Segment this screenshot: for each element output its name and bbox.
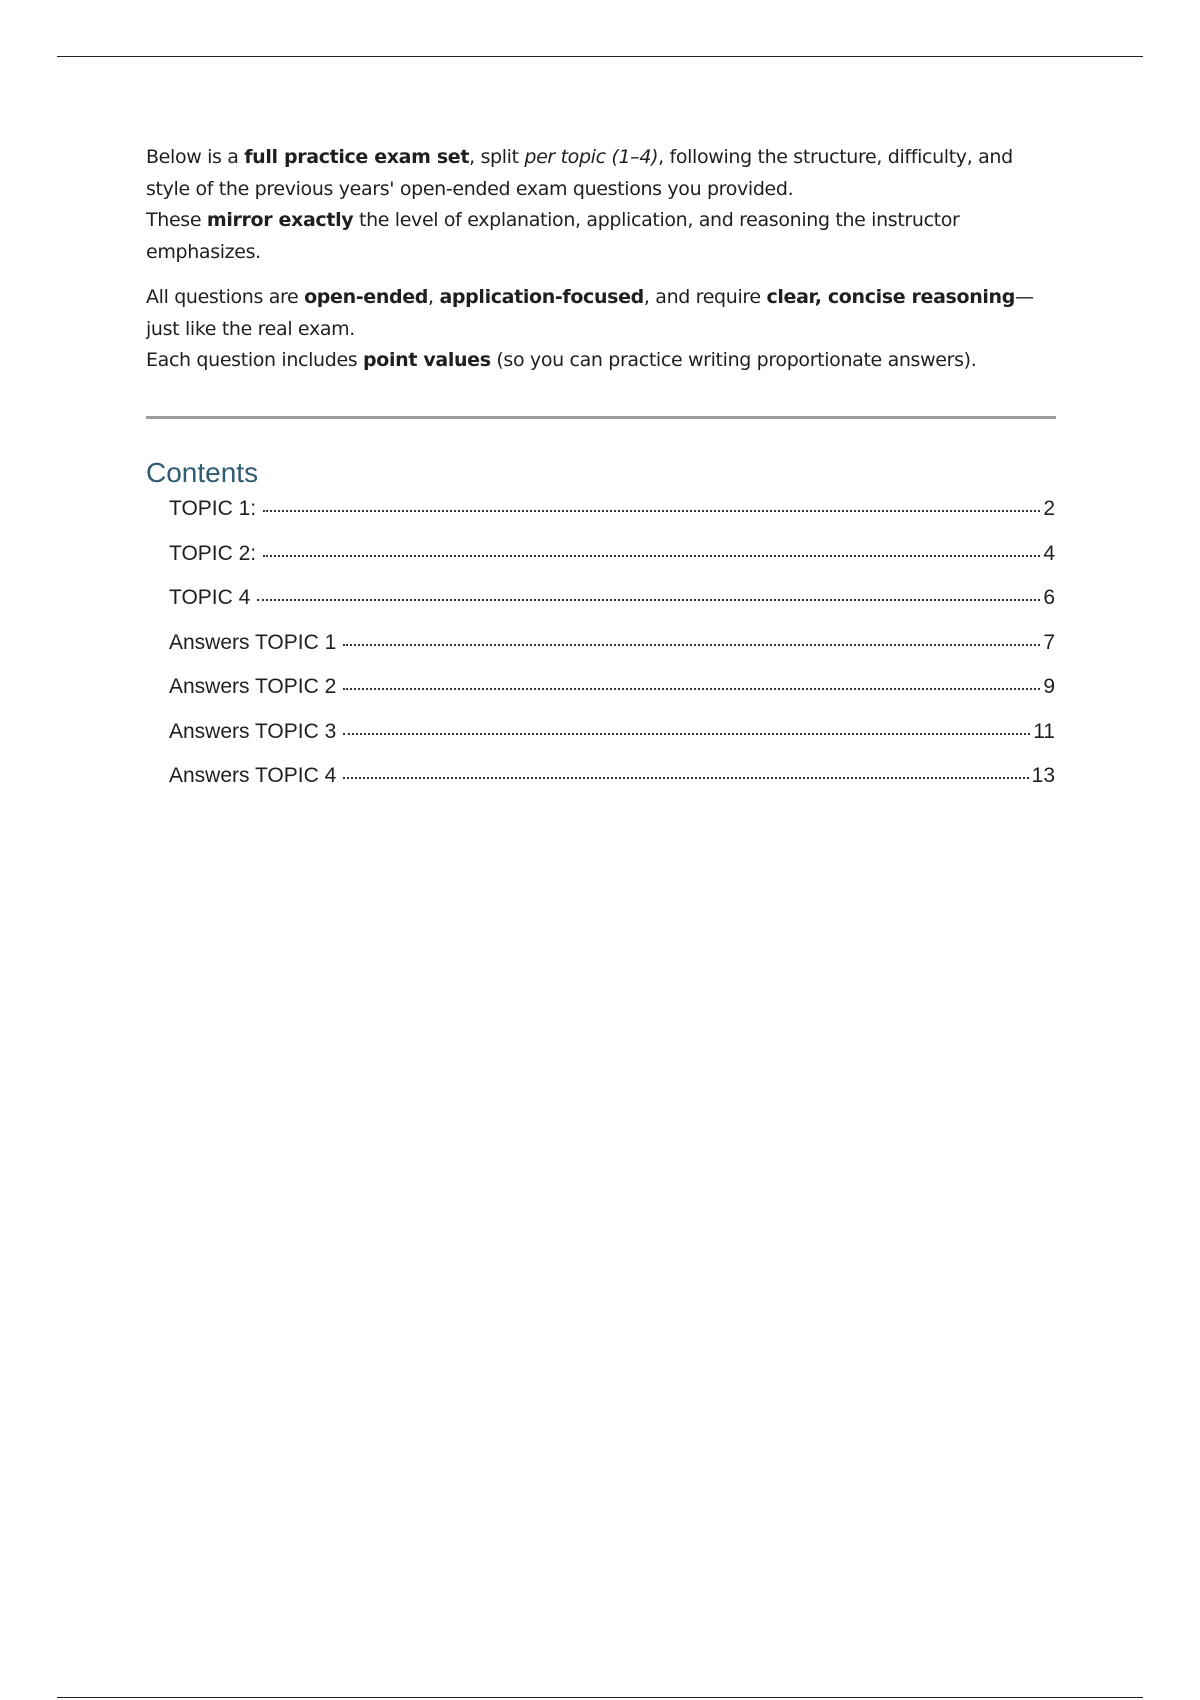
intro-bold-text: open-ended: [304, 286, 429, 308]
intro-paragraph-1: [146, 142, 1056, 268]
intro-bold-text: mirror exactly: [206, 209, 354, 231]
toc-dot-leader: [263, 510, 1040, 512]
footer-rule: [57, 1697, 1143, 1698]
intro-text: Below is a: [146, 146, 245, 168]
intro-text: the level of explanation, application, and reasoning the instructor emphasizes.: [146, 209, 960, 263]
toc-entry-label: TOPIC 4: [169, 586, 251, 609]
toc-page-number: 6: [1043, 586, 1055, 609]
toc-page-number: 11: [1033, 719, 1055, 743]
intro-italic-text: per topic (1–4): [524, 146, 659, 168]
toc-entry-label: TOPIC 1:: [169, 497, 257, 520]
toc-entry-label: Answers TOPIC 3: [169, 719, 337, 743]
table-of-contents: [169, 494, 1055, 806]
intro-paragraph-2: [146, 282, 1056, 377]
toc-page-number: 2: [1043, 497, 1055, 520]
toc-page-number: 4: [1043, 541, 1055, 565]
toc-dot-leader: [343, 688, 1040, 690]
toc-entry-topic-4[interactable]: [169, 583, 1055, 628]
intro-text: These: [146, 209, 207, 231]
header-rule: [57, 56, 1143, 57]
intro-text: , split: [469, 146, 525, 168]
toc-dot-leader: [343, 644, 1040, 646]
intro-text: ,: [428, 286, 440, 308]
toc-entry-answers-topic-2[interactable]: [169, 672, 1055, 717]
intro-bold-text: point values: [363, 349, 491, 371]
toc-entry-topic-2[interactable]: [169, 539, 1055, 584]
intro-bold-text: clear, concise reasoning: [766, 286, 1015, 308]
toc-dot-leader: [343, 777, 1028, 779]
toc-page-number: 7: [1043, 630, 1055, 654]
toc-page-number: 13: [1031, 764, 1055, 787]
intro-section: [146, 142, 1056, 377]
toc-dot-leader: [257, 599, 1040, 601]
section-divider: [146, 416, 1056, 419]
intro-bold-text: full practice exam set: [244, 146, 470, 168]
intro-text: , and require: [643, 286, 767, 308]
toc-dot-leader: [263, 555, 1040, 557]
intro-text: All questions are: [146, 286, 305, 308]
intro-text: (so you can practice writing proportionate answers).: [490, 349, 977, 371]
intro-bold-text: application-focused: [439, 286, 644, 308]
toc-page-number: 9: [1043, 675, 1055, 698]
toc-entry-label: Answers TOPIC 1: [169, 630, 337, 654]
toc-heading: Contents: [146, 457, 259, 488]
toc-entry-answers-topic-1[interactable]: [169, 628, 1055, 673]
toc-entry-answers-topic-4[interactable]: [169, 761, 1055, 806]
toc-dot-leader: [343, 733, 1030, 735]
toc-entry-label: Answers TOPIC 2: [169, 675, 337, 698]
intro-text: —just like the real exam.: [146, 286, 1034, 340]
toc-entry-answers-topic-3[interactable]: [169, 717, 1055, 762]
intro-text: , following the structure, difficulty, and style of the previous years' open-ended exam questions you provided.: [146, 146, 1013, 200]
intro-text: Each question includes: [146, 349, 364, 371]
toc-entry-label: Answers TOPIC 4: [169, 764, 337, 787]
toc-entry-topic-1[interactable]: [169, 494, 1055, 539]
toc-entry-label: TOPIC 2:: [169, 541, 257, 565]
